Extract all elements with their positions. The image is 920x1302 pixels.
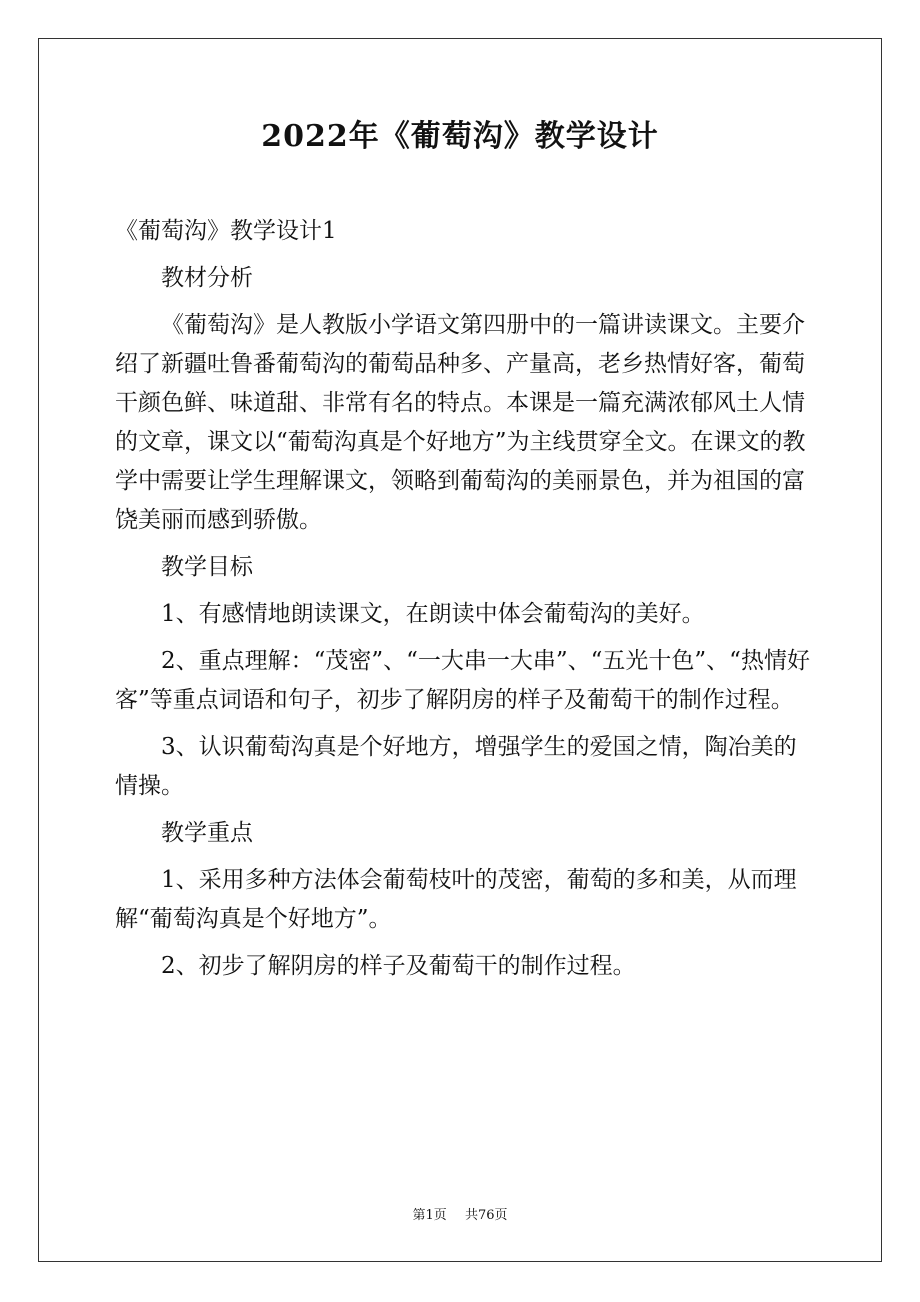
subheading: 教学重点 [161,820,253,846]
page-number: 第1页 [412,1208,447,1223]
subheading: 教材分析 [161,265,253,291]
list-item: 2、重点理解：“茂密”、“一大串一大串”、“五光十色”、“热情好客”等重点词语和句子，初步了解阴房的样子及葡萄干的制作过程。 [115,648,810,713]
list-item: 1、采用多种方法体会葡萄枝叶的茂密，葡萄的多和美，从而理解“葡萄沟真是个好地方”。 [115,867,797,932]
document-body [115,212,815,994]
list-item: 3、认识葡萄沟真是个好地方，增强学生的爱国之情，陶冶美的情操。 [115,734,797,799]
subheading: 教学目标 [161,554,253,580]
section-heading: 《葡萄沟》教学设计1 [115,218,337,244]
paragraph: 《葡萄沟》是人教版小学语文第四册中的一篇讲读课文。主要介绍了新疆吐鲁番葡萄沟的葡萄品种多、产量高，老乡热情好客，葡萄干颜色鲜、味道甜、非常有名的特点。本课是一篇充满浓郁风土人情的文章，课文以“葡萄沟真是个好地方”为主线贯穿全文。在课文的教学中需要让学生理解课文，领略到葡萄沟的美丽景色，并为祖国的富饶美丽而感到骄傲。 [115,312,806,533]
page-total: 共76页 [464,1208,508,1223]
document-title: 2022年《葡萄沟》教学设计 [261,119,659,154]
page-footer [0,1206,920,1226]
list-item: 2、初步了解阴房的样子及葡萄干的制作过程。 [161,953,636,979]
list-item: 1、有感情地朗读课文，在朗读中体会葡萄沟的美好。 [161,601,705,627]
